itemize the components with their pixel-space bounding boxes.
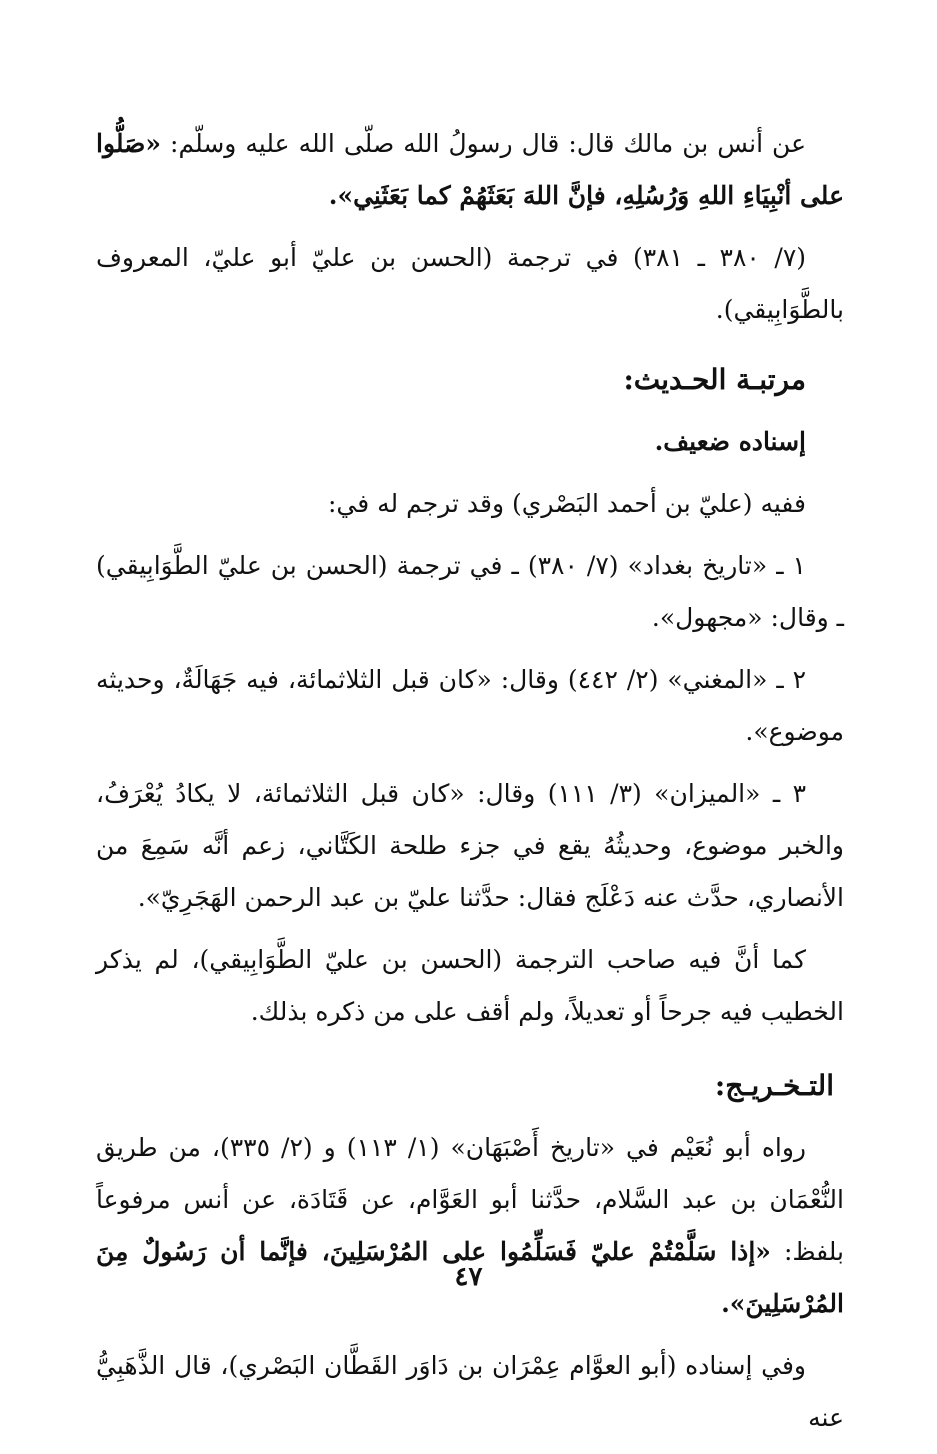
takhrij-paragraph-2: وفي إسناده (أبو العوَّام عِمْرَان بن دَاوَر القَطَّان البَصْري)، قال الذَّهَبِيُّ عنه [96,1351,844,1432]
takhrij-hadith-text: «إذا سَلَّمْتُمْ عليّ فَسَلِّمُوا على المُرْسَلِينَ، فإنَّما أن رَسُولٌ مِنَ المُرْسَلِينَ». [96,1237,844,1318]
source-reference: (٧/ ٣٨٠ ـ ٣٨١) في ترجمة (الحسن بن عليّ أبو عليّ، المعروف بالطَّوَابِيقي). [96,243,844,324]
section-heading-takhrij: التـخـريـج: [714,1069,834,1102]
rank-verdict: إسناده ضعيف. [654,427,806,456]
takhrij-paragraph-1 [96,1122,844,1330]
rank-item-3: ٣ ـ «الميزان» (٣/ ١١١) وقال: «كان قبل الثلاثمائة، لا يكادُ يُعْرَفُ، والخبر موضوع، وحديثُهُ يقع في جزء طلحة الكَتَّاني، زعم أنَّه سَمِعَ من الأنصاري، حدَّث عنه دَعْلَج فقال: حدَّثنا عليّ بن عبد الرحمن الهَجَرِيّ». [96,779,844,912]
hadith-intro: عن أنس بن مالك قال: قال رسولُ الله صلّى الله عليه وسلّم: [161,129,806,158]
rank-item-1: ١ ـ «تاريخ بغداد» (٧/ ٣٨٠) ـ في ترجمة (الحسن بن عليّ الطَّوَابِيقي) ـ وقال: «مجهول». [96,551,844,632]
takhrij-text: رواه أبو نُعَيْم في «تاريخ أَصْبَهَان» (١/ ١١٣) و (٢/ ٣٣٥)، من طريق النُّعْمَان بن عبد السَّلام، حدَّثنا أبو العَوَّام، عن قَتَادَة، عن أنس مرفوعاً بلفظ: [96,1133,844,1266]
rank-intro: ففيه (عليّ بن أحمد البَصْري) وقد ترجم له في: [328,489,806,518]
rank-note: كما أنَّ فيه صاحب الترجمة (الحسن بن عليّ الطَّوَابِيقي)، لم يذكر الخطيب فيه جرحاً أو تعديلاً، ولم أقف على من ذكره بذلك. [96,945,844,1026]
page-number: ٤٧ [454,1262,483,1292]
hadith-text: «صَلُّوا على أنْبِيَاءِ اللهِ وَرُسُلِهِ، فإنَّ اللهَ بَعَثَهُمْ كما بَعَثَنِي». [96,129,844,210]
page-body [96,118,844,1454]
section-heading-rank: مرتبـة الحـديث: [623,363,806,396]
hadith-paragraph [96,118,844,222]
rank-item-2: ٢ ـ «المغني» (٢/ ٤٤٢) وقال: «كان قبل الثلاثمائة، فيه جَهَالَةٌ، وحديثه موضوع». [96,665,844,746]
